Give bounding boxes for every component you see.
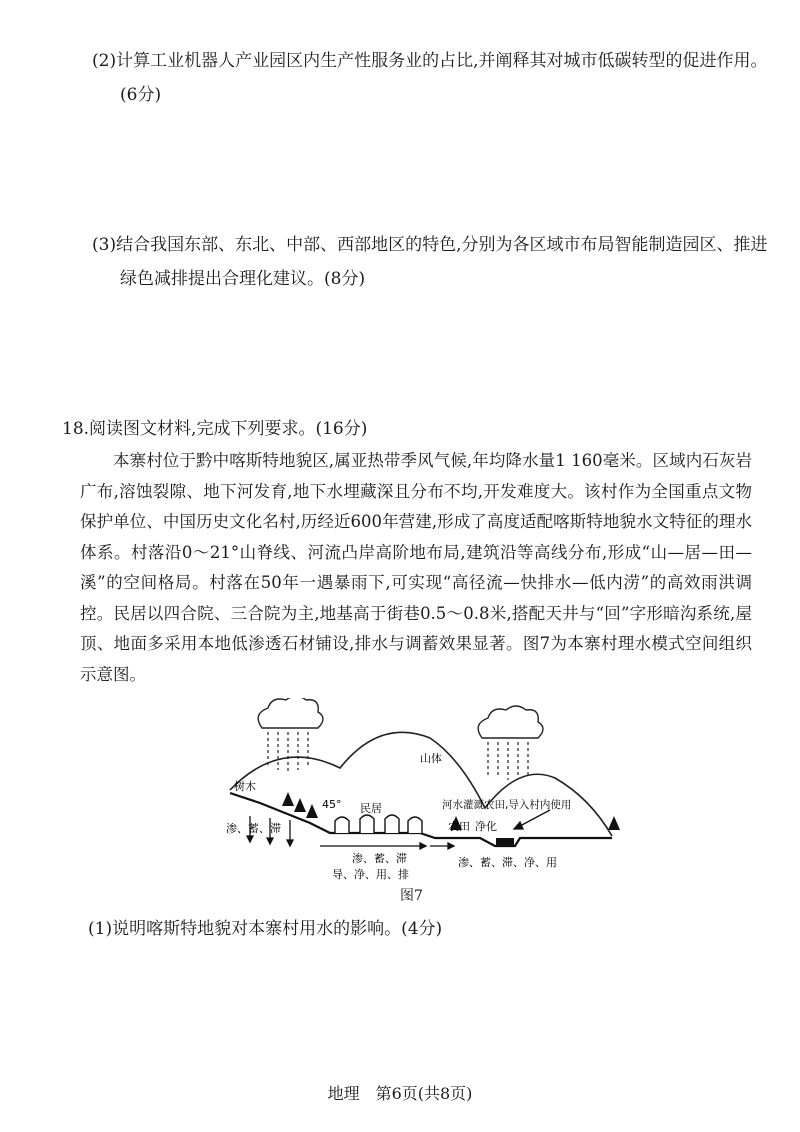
page-footer: 地理 第6页(共8页) <box>327 1084 473 1103</box>
pond-icon <box>496 838 514 846</box>
question-18-sub1: (1)说明喀斯特地貌对本寨村用水的影响。(4分) <box>88 919 443 939</box>
question-18-passage: 本寨村位于黔中喀斯特地貌区,属亚热带季风气候,年均降水量1 160毫米。区域内石灰岩广布,溶蚀裂隙、地下河发育,地下水埋藏深且分布不均,开发难度大。该村作为全国重点文物保护单位、中国历史文化名村,历经近600年营建,形成了高度适配喀斯特地貌水文特征的理水体系。村落沿0～21°山脊线、河流凸岸高阶地布局,建筑沿等高线分布,形成“山—居—田—溪”的空间格局。村落在50年一遇暴雨下,可实现“高径流—快排水—低内涝”的高效雨洪调控。民居以四合院、三合院为主,地基高于街巷0.5～0.8米,搭配天井与“回”字形暗沟系统,屋顶、地面多采用本地低渗透石材铺设,排水与调蓄效果显著。图7为本寨村理水模式空间组织示意图。 <box>80 451 752 684</box>
label-mountain: 山体 <box>420 752 442 765</box>
label-right-functions: 渗、蓄、滞、净、用 <box>458 856 557 869</box>
label-middle-functions-2: 导、净、用、排 <box>332 868 409 881</box>
label-trees: 树木 <box>234 780 256 793</box>
question-3-text: (3)结合我国东部、东北、中部、西部地区的特色,分别为各区域市布局智能制造园区、推进绿色减排提出合理化建议。(8分) <box>92 235 768 289</box>
label-left-functions: 渗、蓄、滞 <box>226 822 281 835</box>
cloud-right-icon <box>478 706 543 738</box>
label-houses: 民居 <box>360 802 382 815</box>
question-18-title: 18.阅读图文材料,完成下列要求。(16分) <box>62 419 368 439</box>
label-angle: 45° <box>322 798 342 811</box>
label-purify: 净化 <box>475 820 497 833</box>
rain-left-icon <box>268 732 308 772</box>
water-management-diagram <box>220 698 620 888</box>
label-middle-functions-1: 渗、蓄、滞 <box>352 852 407 865</box>
figure-caption: 图7 <box>400 888 423 904</box>
label-river-note: 河水灌溉农田,导入村内使用 <box>442 799 572 811</box>
question-2-text: (2)计算工业机器人产业园区内生产性服务业的占比,并阐释其对城市低碳转型的促进作用。(6分) <box>92 51 768 105</box>
cloud-left-icon <box>258 698 323 728</box>
label-field: 农田 <box>448 820 470 833</box>
rain-right-icon <box>488 742 528 780</box>
houses-icon <box>335 815 422 833</box>
figure-7-diagram <box>220 698 620 888</box>
